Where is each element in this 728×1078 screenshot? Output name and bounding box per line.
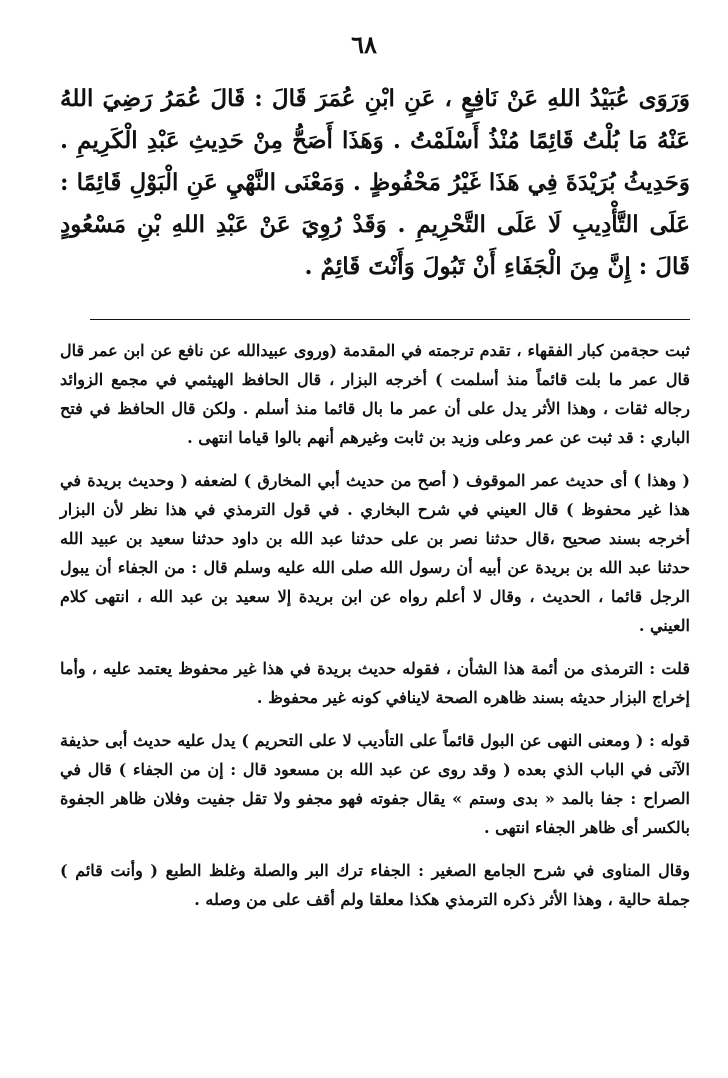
main-text-paragraph: وَرَوَى عُبَيْدُ اللهِ عَنْ نَافِعٍ ، عَنِ ابْنِ عُمَرَ قَالَ : قَالَ عُمَرُ رَضِيَ اللهُ عَنْهُ مَا بُلْتُ قَائِمًا مُنْذُ أَسْلَمْتُ . وَهَذَا أَصَحُّ مِنْ حَدِيثِ عَبْدِ الْكَرِيمِ . وَحَدِيثُ بُرَيْدَةَ فِي هَذَا غَيْرُ مَحْفُوظٍ . وَمَعْنَى النَّهْيِ عَنِ الْبَوْلِ قَائِمًا : عَلَى التَّأْدِيبِ لَا عَلَى التَّحْرِيمِ . وَقَدْ رُوِيَ عَنْ عَبْدِ اللهِ بْنِ مَسْعُودٍ قَالَ : إِنَّ مِنَ الْجَفَاءِ أَنْ تَبُولَ وَأَنْتَ قَائِمٌ . — [60, 85, 690, 280]
commentary-section — [60, 336, 690, 928]
main-hadith-text — [60, 78, 690, 288]
commentary-paragraph-2: ( وهذا ) أى حديث عمر الموقوف ( أصح من حديث أبي المخارق ) لضعفه ( وحديث بريدة في هذا غير محفوظ ) قال العيني في شرح البخاري . في قول الترمذي في هذا نظر لأن البزار أخرجه بسند صحيح ،قال حدثنا نصر بن على حدثنا عبد الله بن داود حدثنا سعيد بن عبيد الله حدثنا عبد الله بن بريدة عن أبيه أن رسول الله صلى الله عليه وسلم قال : من الجفاء أن يبول الرجل قائما ، الحديث ، وقال لا أعلم رواه عن ابن بريدة إلا سعيد بن عبد الله ، انتهى كلام العيني . — [60, 471, 690, 635]
footnote-divider — [90, 319, 690, 320]
commentary-paragraph-3: قلت : الترمذى من أئمة هذا الشأن ، فقوله حديث بريدة في هذا غير محفوظ يعتمد عليه ، وأما إخراج البزار حديثه بسند ظاهره الصحة لاينافي كونه غير محفوظ . — [60, 659, 691, 707]
page-number: ٦٨ — [351, 30, 377, 59]
commentary-paragraph-1: ثبت حجةمن كبار الفقهاء ، تقدم ترجمته في المقدمة (وروى عبيدالله عن نافع عن ابن عمر قال قال عمر ما بلت قائماً منذ أسلمت ) أخرجه البزار ، قال الحافظ الهيثمي في مجمع الزوائد رجاله ثقات ، وهذا الأثر يدل على أن عمر ما بال قائما منذ أسلم . ولكن قال الحافظ في فتح الباري : قد ثبت عن عمر وعلى وزيد بن ثابت وغيرهم أنهم بالوا قياما انتهى . — [60, 341, 691, 447]
commentary-paragraph-5: وقال المناوى في شرح الجامع الصغير : الجفاء ترك البر والصلة وغلظ الطبع ( وأنت قائم ) جملة حالية ، وهذا الأثر ذكره الترمذي هكذا معلقا ولم أقف على من وصله . — [60, 861, 690, 909]
commentary-paragraph-4: قوله : ( ومعنى النهى عن البول قائماً على التأديب لا على التحريم ) يدل عليه حديث أبى حذيفة الآتى في الباب الذي بعده ( وقد روى عن عبد الله بن مسعود قال : إن من الجفاء ) قال في الصراح : جفا بالمد « بدى وستم » يقال جفوته فهو مجفو ولا تقل جفيت وفلان ظاهر الجفوة بالكسر أى ظاهر الجفاء انتهى . — [60, 731, 690, 837]
